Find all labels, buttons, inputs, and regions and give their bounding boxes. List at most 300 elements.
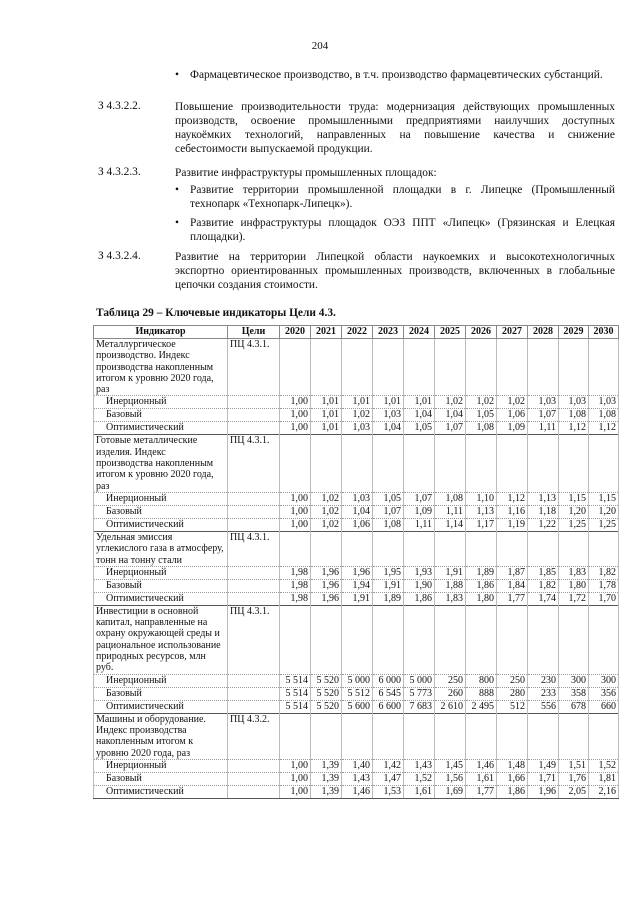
empty-cell	[342, 713, 373, 759]
value-cell: 1,91	[342, 592, 373, 605]
column-header: 2024	[404, 326, 435, 339]
value-cell: 1,95	[373, 566, 404, 579]
empty-cell	[228, 772, 280, 785]
scenario-row	[94, 687, 619, 700]
empty-cell	[559, 605, 589, 674]
column-header: Индикатор	[94, 326, 228, 339]
value-cell: 7 683	[404, 700, 435, 713]
value-cell: 1,01	[373, 396, 404, 409]
value-cell: 1,80	[466, 592, 497, 605]
indicator-name: Инвестиции в основной капитал, направленные на охрану окружающей среды и рациональное использование природных ресурсов, млн руб.	[94, 605, 228, 674]
value-cell: 356	[589, 687, 619, 700]
scenario-name: Оптимистический	[94, 700, 228, 713]
value-cell: 1,78	[589, 579, 619, 592]
value-cell: 1,18	[528, 505, 559, 518]
task-text: Повышение производительности труда: модернизация действующих промышленных производств, освоение промышленными предприятиями наилучших доступных наукоёмких технологий, направленных на повышение качества и снижение себестоимости выпускаемой продукции.	[175, 101, 615, 155]
value-cell: 1,61	[404, 785, 435, 798]
scenario-name: Оптимистический	[94, 785, 228, 798]
empty-cell	[311, 605, 342, 674]
value-cell: 1,51	[559, 759, 589, 772]
value-cell: 1,56	[435, 772, 466, 785]
value-cell: 1,15	[589, 492, 619, 505]
value-cell: 5 000	[342, 674, 373, 687]
value-cell: 1,02	[342, 409, 373, 422]
value-cell: 1,77	[497, 592, 528, 605]
column-header: 2023	[373, 326, 404, 339]
value-cell: 1,89	[373, 592, 404, 605]
value-cell: 1,08	[373, 518, 404, 531]
value-cell: 250	[497, 674, 528, 687]
value-cell: 1,88	[435, 579, 466, 592]
scenario-row	[94, 759, 619, 772]
value-cell: 556	[528, 700, 559, 713]
bullet-text: Развитие территории промышленной площадки в г. Липецке (Промышленный технопарк «Технопарк-Липецк»).	[190, 184, 615, 210]
value-cell: 1,00	[280, 759, 311, 772]
empty-cell	[373, 531, 404, 566]
value-cell: 660	[589, 700, 619, 713]
column-header: 2021	[311, 326, 342, 339]
task-code: З 4.3.2.2.	[98, 100, 141, 112]
value-cell: 1,13	[528, 492, 559, 505]
empty-cell	[228, 492, 280, 505]
empty-cell	[404, 339, 435, 396]
empty-cell	[228, 785, 280, 798]
value-cell: 1,02	[497, 396, 528, 409]
scenario-row	[94, 396, 619, 409]
value-cell: 1,07	[404, 492, 435, 505]
empty-cell	[559, 339, 589, 396]
value-cell: 1,52	[589, 759, 619, 772]
value-cell: 1,70	[589, 592, 619, 605]
value-cell: 1,47	[373, 772, 404, 785]
empty-cell	[228, 700, 280, 713]
value-cell: 300	[589, 674, 619, 687]
value-cell: 1,19	[497, 518, 528, 531]
value-cell: 1,12	[589, 422, 619, 435]
value-cell: 230	[528, 674, 559, 687]
value-cell: 678	[559, 700, 589, 713]
value-cell: 1,84	[497, 579, 528, 592]
scenario-row	[94, 518, 619, 531]
value-cell: 1,82	[528, 579, 559, 592]
empty-cell	[342, 605, 373, 674]
value-cell: 1,61	[466, 772, 497, 785]
value-cell: 1,49	[528, 759, 559, 772]
value-cell: 1,00	[280, 772, 311, 785]
value-cell: 5 520	[311, 700, 342, 713]
column-header: 2025	[435, 326, 466, 339]
table-header-row	[94, 326, 619, 339]
indicator-goal: ПЦ 4.3.1.	[228, 605, 280, 674]
scenario-row	[94, 566, 619, 579]
column-header: 2027	[497, 326, 528, 339]
value-cell: 1,01	[342, 396, 373, 409]
empty-cell	[466, 435, 497, 492]
value-cell: 5 520	[311, 674, 342, 687]
indicator-row	[94, 531, 619, 566]
empty-cell	[228, 566, 280, 579]
empty-cell	[228, 409, 280, 422]
value-cell: 1,96	[311, 592, 342, 605]
value-cell: 1,86	[404, 592, 435, 605]
column-header: 2022	[342, 326, 373, 339]
value-cell: 1,22	[528, 518, 559, 531]
empty-cell	[311, 713, 342, 759]
empty-cell	[559, 435, 589, 492]
empty-cell	[311, 435, 342, 492]
value-cell: 1,11	[404, 518, 435, 531]
scenario-name: Инерционный	[94, 396, 228, 409]
empty-cell	[497, 605, 528, 674]
empty-cell	[497, 435, 528, 492]
value-cell: 1,00	[280, 785, 311, 798]
empty-cell	[559, 713, 589, 759]
value-cell: 1,02	[311, 492, 342, 505]
value-cell: 1,96	[528, 785, 559, 798]
value-cell: 233	[528, 687, 559, 700]
value-cell: 5 600	[342, 700, 373, 713]
empty-cell	[589, 435, 619, 492]
empty-cell	[435, 605, 466, 674]
value-cell: 1,03	[559, 396, 589, 409]
value-cell: 1,85	[528, 566, 559, 579]
value-cell: 1,12	[497, 492, 528, 505]
value-cell: 1,93	[404, 566, 435, 579]
indicator-goal: ПЦ 4.3.2.	[228, 713, 280, 759]
indicator-goal: ПЦ 4.3.1.	[228, 339, 280, 396]
value-cell: 1,04	[373, 422, 404, 435]
scenario-row	[94, 422, 619, 435]
bullet-text: Развитие инфраструктуры площадок ОЭЗ ППТ «Липецк» (Грязинская и Елецкая площадки).	[190, 217, 615, 243]
value-cell: 5 000	[404, 674, 435, 687]
value-cell: 1,16	[497, 505, 528, 518]
value-cell: 1,03	[528, 396, 559, 409]
value-cell: 6 600	[373, 700, 404, 713]
empty-cell	[404, 531, 435, 566]
scenario-name: Инерционный	[94, 492, 228, 505]
scenario-row	[94, 674, 619, 687]
empty-cell	[228, 396, 280, 409]
empty-cell	[404, 713, 435, 759]
value-cell: 1,80	[559, 579, 589, 592]
empty-cell	[466, 531, 497, 566]
empty-cell	[228, 592, 280, 605]
value-cell: 1,08	[435, 492, 466, 505]
table-caption: Таблица 29 – Ключевые индикаторы Цели 4.3.	[96, 307, 336, 319]
empty-cell	[228, 759, 280, 772]
empty-cell	[280, 435, 311, 492]
value-cell: 260	[435, 687, 466, 700]
scenario-name: Базовый	[94, 579, 228, 592]
value-cell: 1,89	[466, 566, 497, 579]
scenario-name: Инерционный	[94, 674, 228, 687]
indicator-row	[94, 605, 619, 674]
column-header: 2030	[589, 326, 619, 339]
value-cell: 1,06	[497, 409, 528, 422]
indicator-row	[94, 435, 619, 492]
empty-cell	[280, 713, 311, 759]
value-cell: 1,52	[404, 772, 435, 785]
value-cell: 1,83	[435, 592, 466, 605]
scenario-name: Инерционный	[94, 759, 228, 772]
indicator-row	[94, 339, 619, 396]
empty-cell	[589, 713, 619, 759]
value-cell: 1,04	[435, 409, 466, 422]
value-cell: 5 520	[311, 687, 342, 700]
value-cell: 1,11	[528, 422, 559, 435]
value-cell: 1,07	[528, 409, 559, 422]
value-cell: 1,53	[373, 785, 404, 798]
task-text: Развитие инфраструктуры промышленных площадок:	[175, 167, 437, 179]
value-cell: 1,98	[280, 592, 311, 605]
value-cell: 1,96	[311, 579, 342, 592]
scenario-row	[94, 492, 619, 505]
scenario-row	[94, 579, 619, 592]
value-cell: 1,96	[342, 566, 373, 579]
value-cell: 1,94	[342, 579, 373, 592]
value-cell: 1,98	[280, 566, 311, 579]
value-cell: 888	[466, 687, 497, 700]
value-cell: 1,01	[311, 409, 342, 422]
value-cell: 1,91	[435, 566, 466, 579]
value-cell: 280	[497, 687, 528, 700]
empty-cell	[404, 605, 435, 674]
scenario-name: Базовый	[94, 409, 228, 422]
value-cell: 1,15	[559, 492, 589, 505]
scenario-name: Базовый	[94, 505, 228, 518]
scenario-name: Базовый	[94, 772, 228, 785]
empty-cell	[528, 339, 559, 396]
indicator-name: Готовые металлические изделия. Индекс производства накопленным итогом к уровню 2020 года, раз	[94, 435, 228, 492]
empty-cell	[528, 713, 559, 759]
task-code: З 4.3.2.3.	[98, 166, 141, 178]
empty-cell	[228, 674, 280, 687]
value-cell: 1,86	[466, 579, 497, 592]
bullet-dot-icon: •	[175, 69, 179, 81]
value-cell: 1,06	[342, 518, 373, 531]
value-cell: 1,20	[589, 505, 619, 518]
value-cell: 1,00	[280, 409, 311, 422]
value-cell: 1,05	[466, 409, 497, 422]
indicator-name: Машины и оборудование. Индекс производства накопленным итогом к уровню 2020 года, раз	[94, 713, 228, 759]
empty-cell	[466, 339, 497, 396]
value-cell: 1,00	[280, 492, 311, 505]
task-text: Развитие на территории Липецкой области наукоемких и высокотехнологичных экспортно ориентированных промышленных производств, включенных в глобальные цепочки создания стоимости.	[175, 251, 615, 291]
value-cell: 1,02	[435, 396, 466, 409]
value-cell: 250	[435, 674, 466, 687]
empty-cell	[280, 605, 311, 674]
value-cell: 6 545	[373, 687, 404, 700]
empty-cell	[466, 713, 497, 759]
scenario-row	[94, 505, 619, 518]
scenario-name: Оптимистический	[94, 592, 228, 605]
value-cell: 1,05	[404, 422, 435, 435]
empty-cell	[342, 435, 373, 492]
indicator-goal: ПЦ 4.3.1.	[228, 531, 280, 566]
value-cell: 1,69	[435, 785, 466, 798]
value-cell: 512	[497, 700, 528, 713]
empty-cell	[228, 505, 280, 518]
column-header: 2026	[466, 326, 497, 339]
empty-cell	[497, 713, 528, 759]
value-cell: 1,01	[404, 396, 435, 409]
empty-cell	[466, 605, 497, 674]
empty-cell	[497, 339, 528, 396]
value-cell: 1,08	[466, 422, 497, 435]
value-cell: 358	[559, 687, 589, 700]
value-cell: 1,98	[280, 579, 311, 592]
value-cell: 1,03	[342, 492, 373, 505]
scenario-row	[94, 772, 619, 785]
value-cell: 1,72	[559, 592, 589, 605]
value-cell: 1,00	[280, 505, 311, 518]
value-cell: 1,11	[435, 505, 466, 518]
value-cell: 1,20	[559, 505, 589, 518]
column-header: 2020	[280, 326, 311, 339]
value-cell: 1,77	[466, 785, 497, 798]
value-cell: 2 610	[435, 700, 466, 713]
value-cell: 1,04	[404, 409, 435, 422]
value-cell: 2,05	[559, 785, 589, 798]
value-cell: 1,17	[466, 518, 497, 531]
empty-cell	[373, 339, 404, 396]
empty-cell	[435, 713, 466, 759]
empty-cell	[589, 531, 619, 566]
empty-cell	[528, 435, 559, 492]
value-cell: 1,08	[559, 409, 589, 422]
column-header: 2028	[528, 326, 559, 339]
value-cell: 1,39	[311, 785, 342, 798]
empty-cell	[497, 531, 528, 566]
empty-cell	[404, 435, 435, 492]
value-cell: 1,07	[373, 505, 404, 518]
value-cell: 1,40	[342, 759, 373, 772]
scenario-row	[94, 700, 619, 713]
bullet-item	[175, 183, 615, 211]
value-cell: 1,74	[528, 592, 559, 605]
value-cell: 1,86	[497, 785, 528, 798]
value-cell: 5 514	[280, 687, 311, 700]
value-cell: 5 514	[280, 700, 311, 713]
scenario-name: Оптимистический	[94, 422, 228, 435]
empty-cell	[589, 605, 619, 674]
empty-cell	[311, 531, 342, 566]
page-number: 204	[311, 40, 329, 52]
bullet-dot-icon: •	[175, 217, 179, 229]
value-cell: 1,43	[342, 772, 373, 785]
value-cell: 1,09	[404, 505, 435, 518]
value-cell: 1,10	[466, 492, 497, 505]
value-cell: 1,39	[311, 759, 342, 772]
value-cell: 1,05	[373, 492, 404, 505]
empty-cell	[559, 531, 589, 566]
value-cell: 1,45	[435, 759, 466, 772]
value-cell: 1,01	[311, 396, 342, 409]
empty-cell	[373, 605, 404, 674]
value-cell: 1,90	[404, 579, 435, 592]
empty-cell	[228, 579, 280, 592]
value-cell: 1,00	[280, 518, 311, 531]
value-cell: 1,03	[373, 409, 404, 422]
value-cell: 6 000	[373, 674, 404, 687]
value-cell: 5 514	[280, 674, 311, 687]
task-code: З 4.3.2.4.	[98, 250, 141, 262]
value-cell: 1,02	[311, 505, 342, 518]
value-cell: 1,12	[559, 422, 589, 435]
value-cell: 1,48	[497, 759, 528, 772]
value-cell: 1,71	[528, 772, 559, 785]
value-cell: 1,25	[559, 518, 589, 531]
empty-cell	[373, 435, 404, 492]
value-cell: 1,87	[497, 566, 528, 579]
value-cell: 1,46	[342, 785, 373, 798]
value-cell: 1,14	[435, 518, 466, 531]
value-cell: 1,00	[280, 422, 311, 435]
value-cell: 1,09	[497, 422, 528, 435]
empty-cell	[228, 687, 280, 700]
empty-cell	[528, 531, 559, 566]
empty-cell	[373, 713, 404, 759]
empty-cell	[311, 339, 342, 396]
empty-cell	[342, 339, 373, 396]
value-cell: 5 512	[342, 687, 373, 700]
value-cell: 1,76	[559, 772, 589, 785]
value-cell: 800	[466, 674, 497, 687]
value-cell: 1,81	[589, 772, 619, 785]
indicator-name: Удельная эмиссия углекислого газа в атмосферу, тонн на тонну стали	[94, 531, 228, 566]
value-cell: 2 495	[466, 700, 497, 713]
value-cell: 1,00	[280, 396, 311, 409]
value-cell: 1,96	[311, 566, 342, 579]
value-cell: 1,02	[311, 518, 342, 531]
value-cell: 1,91	[373, 579, 404, 592]
value-cell: 1,83	[559, 566, 589, 579]
empty-cell	[280, 531, 311, 566]
bullet-item	[175, 68, 615, 82]
value-cell: 1,46	[466, 759, 497, 772]
indicator-row	[94, 713, 619, 759]
value-cell: 1,43	[404, 759, 435, 772]
scenario-name: Инерционный	[94, 566, 228, 579]
value-cell: 300	[559, 674, 589, 687]
scenario-name: Оптимистический	[94, 518, 228, 531]
column-header: 2029	[559, 326, 589, 339]
value-cell: 1,42	[373, 759, 404, 772]
empty-cell	[342, 531, 373, 566]
bullet-text: Фармацевтическое производство, в т.ч. производство фармацевтических субстанций.	[190, 69, 603, 81]
value-cell: 1,07	[435, 422, 466, 435]
empty-cell	[228, 422, 280, 435]
scenario-row	[94, 592, 619, 605]
empty-cell	[528, 605, 559, 674]
column-header: Цели	[228, 326, 280, 339]
indicator-name: Металлургическое производство. Индекс производства накопленным итогом к уровню 2020 года, раз	[94, 339, 228, 396]
value-cell: 1,08	[589, 409, 619, 422]
bullet-item	[175, 216, 615, 244]
empty-cell	[435, 531, 466, 566]
value-cell: 1,25	[589, 518, 619, 531]
empty-cell	[228, 518, 280, 531]
value-cell: 1,39	[311, 772, 342, 785]
value-cell: 1,03	[589, 396, 619, 409]
value-cell: 1,02	[466, 396, 497, 409]
value-cell: 1,13	[466, 505, 497, 518]
scenario-row	[94, 409, 619, 422]
empty-cell	[280, 339, 311, 396]
value-cell: 5 773	[404, 687, 435, 700]
scenario-name: Базовый	[94, 687, 228, 700]
empty-cell	[435, 435, 466, 492]
